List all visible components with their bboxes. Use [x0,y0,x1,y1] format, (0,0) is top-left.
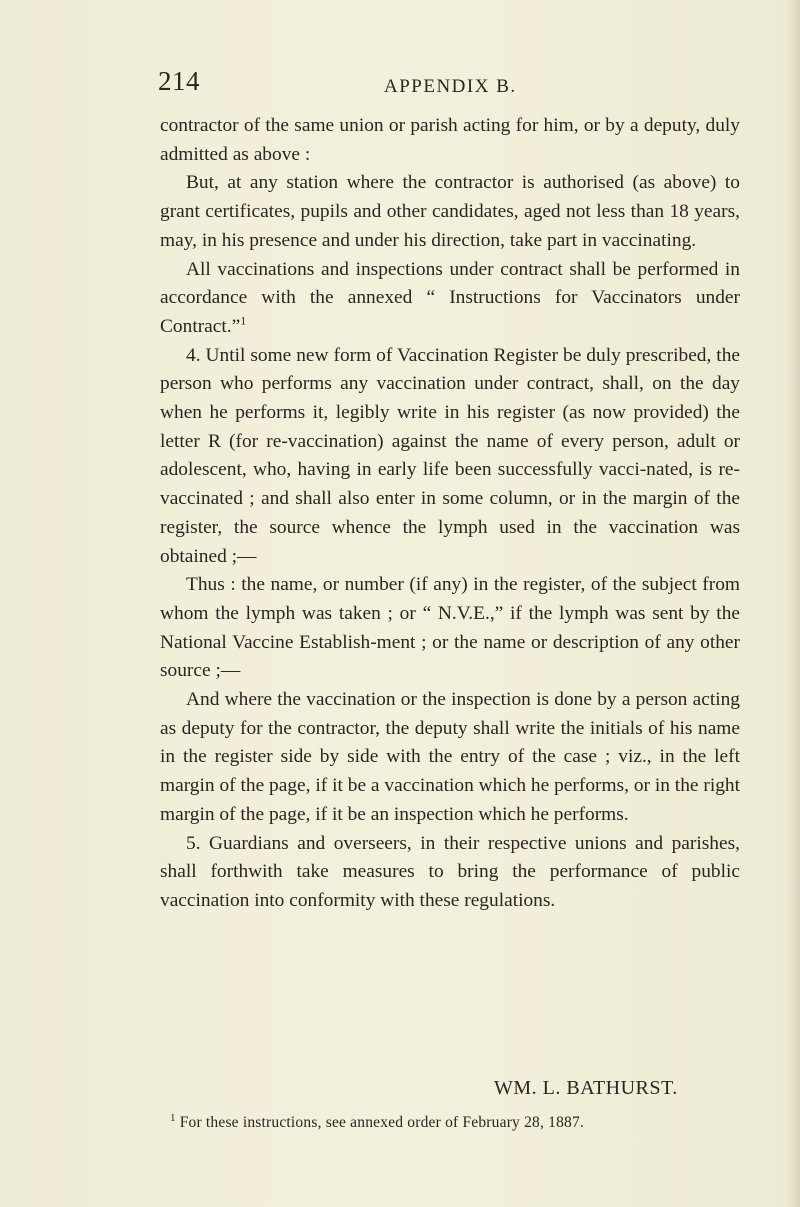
page-header [158,66,728,106]
paragraph: Thus : the name, or number (if any) in the register, of the subject from whom the lymph was taken ; or “ N.V.E.,” if the lymph was sent by the National Vaccine Establish-ment ; or the name or description of any other source ;— [160,574,740,682]
paragraph-text: All vaccinations and inspections under contract shall be performed in accordance with the annexed “ Instructions for Vaccinators under Contract.” [160,258,740,337]
paragraph [160,256,740,342]
paragraph: 4. Until some new form of Vaccination Register be duly prescribed, the person who performs any vaccination under contract, shall, on the day when he performs it, legibly write in his register (as now provided) the letter R (for re-vaccination) against the name of every person, adult or adolescent, who, having in early life been successfully vacci-nated, is re-vaccinated ; and shall also enter in some column, or in the margin of the register, the source whence the lymph used in the vaccination was obtained ;— [160,344,740,567]
page-number: 214 [158,66,200,96]
paragraph: And where the vaccination or the inspection is done by a person acting as deputy for the contractor, the deputy shall write the initials of his name in the register side by side with the entry of the case ; viz., in the left margin of the page, if it be a vaccination which he performs, or in the right margin of the page, if it be an inspection which he performs. [160,689,740,825]
footnote [170,1111,740,1132]
footnote-mark: 1 [170,1111,176,1124]
signature: WM. L. BATHURST. [494,1077,678,1099]
paragraph: But, at any station where the contractor is authorised (as above) to grant certificates, pupils and other candidates, aged not less than 18 years, may, in his presence and under his direction, take part in vaccinating. [160,172,740,251]
paragraph: contractor of the same union or parish acting for him, or by a deputy, duly admitted as above : [160,115,740,165]
page-edge-shadow [786,0,800,1207]
running-head: APPENDIX B. [384,76,517,97]
paragraph: 5. Guardians and overseers, in their respective unions and parishes, shall forthwith take measures to bring the performance of public vaccination into conformity with these regulations. [160,832,740,911]
footnote-reference[interactable]: 1 [240,313,247,328]
footnote-text: For these instructions, see annexed order of February 28, 1887. [179,1114,585,1131]
body-text [160,112,740,916]
